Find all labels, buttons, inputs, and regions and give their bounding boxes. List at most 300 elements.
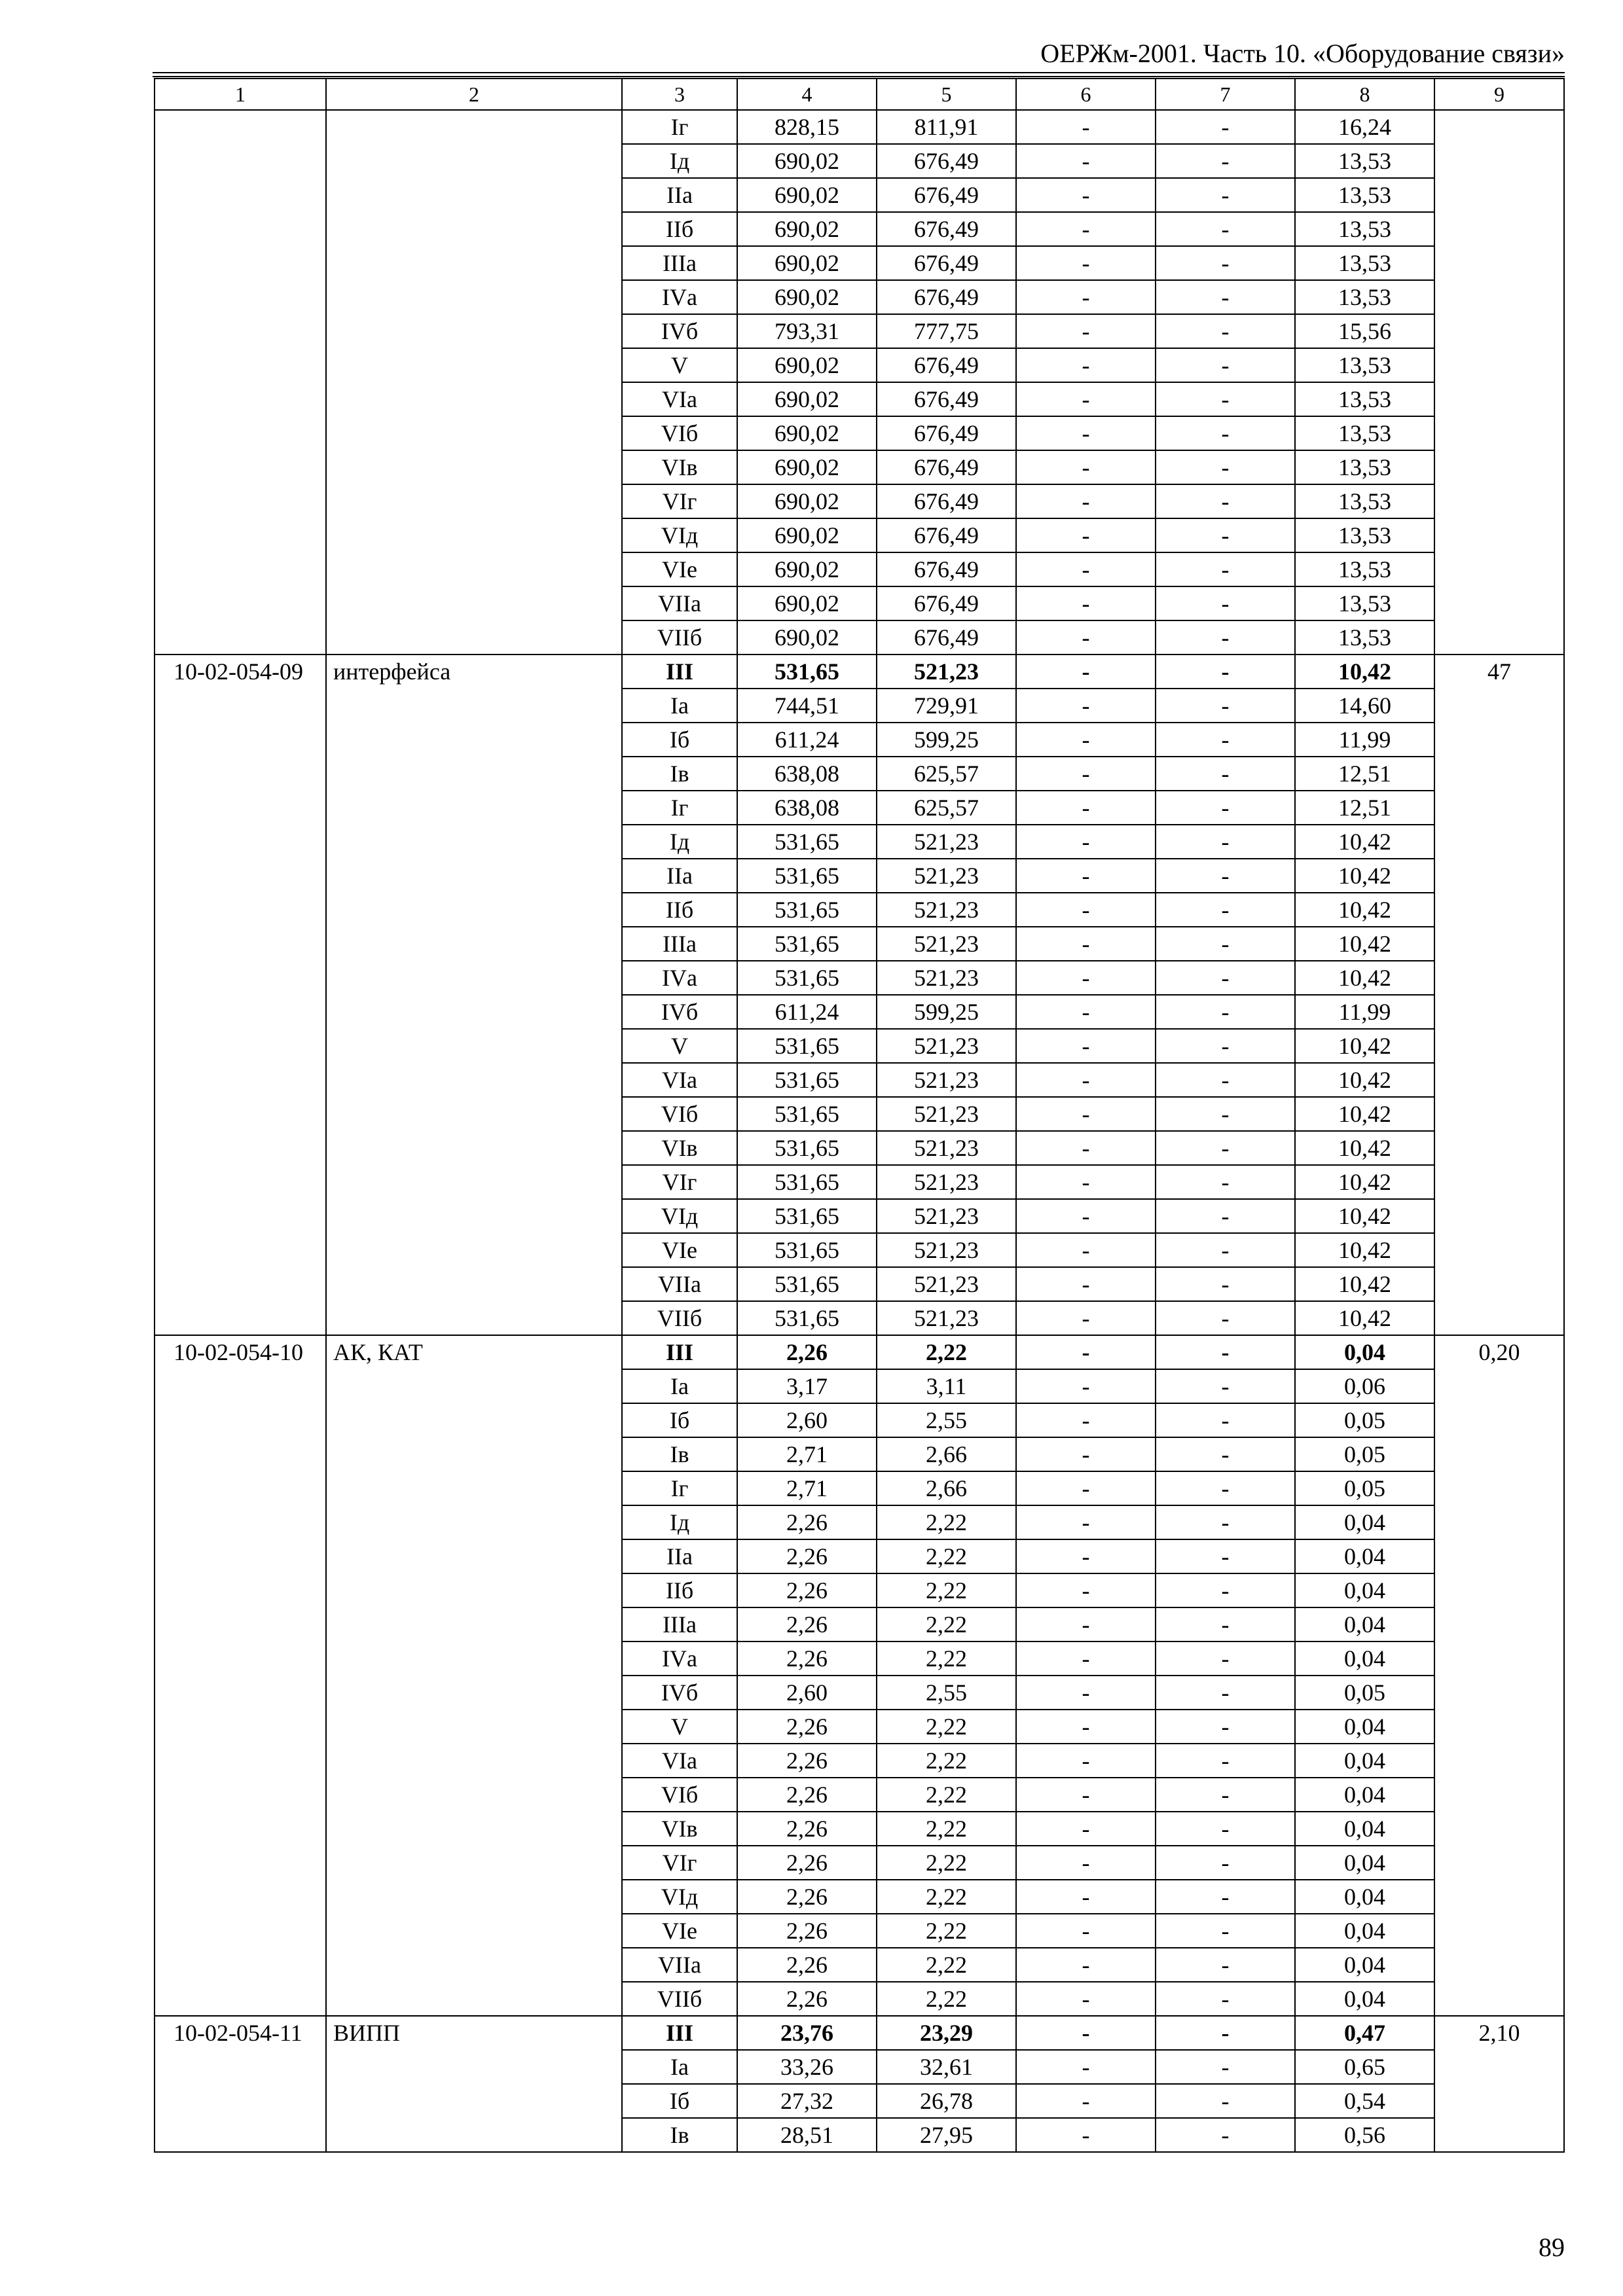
value-cell-4: 690,02: [737, 450, 877, 484]
value-cell-4: 611,24: [737, 995, 877, 1029]
item-value9-cell: 0,20: [1434, 1335, 1564, 2016]
value-cell-4: 2,26: [737, 1948, 877, 1982]
value-cell-8: 10,42: [1295, 1165, 1434, 1199]
value-cell-6: -: [1016, 2016, 1156, 2050]
zone-cell: IIа: [622, 859, 737, 893]
value-cell-4: 690,02: [737, 416, 877, 450]
zone-cell: IVа: [622, 961, 737, 995]
value-cell-6: -: [1016, 1029, 1156, 1063]
zone-cell: Iг: [622, 1471, 737, 1505]
value-cell-7: -: [1156, 1710, 1295, 1744]
value-cell-4: 2,26: [737, 1641, 877, 1676]
zone-cell: VIIа: [622, 1948, 737, 1982]
page-number: 89: [1539, 2233, 1565, 2262]
item-value9-cell: 2,10: [1434, 2016, 1564, 2152]
value-cell-7: -: [1156, 1199, 1295, 1233]
value-cell-8: 10,42: [1295, 655, 1434, 689]
value-cell-4: 2,26: [737, 1914, 877, 1948]
value-cell-6: -: [1016, 689, 1156, 723]
value-cell-4: 531,65: [737, 961, 877, 995]
value-cell-7: -: [1156, 1267, 1295, 1301]
value-cell-5: 676,49: [877, 484, 1016, 518]
zone-cell: VIб: [622, 1097, 737, 1131]
value-cell-8: 0,56: [1295, 2118, 1434, 2152]
value-cell-4: 2,26: [737, 1812, 877, 1846]
value-cell-8: 13,53: [1295, 348, 1434, 382]
value-cell-5: 521,23: [877, 1165, 1016, 1199]
value-cell-4: 2,60: [737, 1403, 877, 1437]
value-cell-4: 33,26: [737, 2050, 877, 2084]
value-cell-8: 13,53: [1295, 450, 1434, 484]
value-cell-6: -: [1016, 416, 1156, 450]
zone-cell: III: [622, 2016, 737, 2050]
value-cell-8: 13,53: [1295, 178, 1434, 212]
value-cell-6: -: [1016, 620, 1156, 655]
value-cell-7: -: [1156, 1131, 1295, 1165]
value-cell-7: -: [1156, 314, 1295, 348]
value-cell-5: 2,22: [877, 1846, 1016, 1880]
value-cell-6: -: [1016, 1846, 1156, 1880]
value-cell-6: -: [1016, 927, 1156, 961]
value-cell-4: 531,65: [737, 1165, 877, 1199]
value-cell-4: 744,51: [737, 689, 877, 723]
value-cell-8: 0,06: [1295, 1369, 1434, 1403]
value-cell-7: -: [1156, 1437, 1295, 1471]
value-cell-8: 0,04: [1295, 1948, 1434, 1982]
value-cell-8: 10,42: [1295, 825, 1434, 859]
value-cell-7: -: [1156, 1744, 1295, 1778]
value-cell-6: -: [1016, 1778, 1156, 1812]
value-cell-7: -: [1156, 1880, 1295, 1914]
value-cell-5: 27,95: [877, 2118, 1016, 2152]
value-cell-4: 690,02: [737, 144, 877, 178]
value-cell-6: -: [1016, 1471, 1156, 1505]
value-cell-6: -: [1016, 723, 1156, 757]
value-cell-4: 27,32: [737, 2084, 877, 2118]
value-cell-5: 2,22: [877, 1539, 1016, 1573]
value-cell-6: -: [1016, 280, 1156, 314]
header-rule-bottom: [153, 76, 1565, 77]
column-number: 6: [1016, 79, 1156, 110]
value-cell-5: 521,23: [877, 961, 1016, 995]
value-cell-7: -: [1156, 1607, 1295, 1641]
zone-cell: VIа: [622, 1063, 737, 1097]
value-cell-5: 23,29: [877, 2016, 1016, 2050]
value-cell-7: -: [1156, 927, 1295, 961]
value-cell-5: 2,55: [877, 1403, 1016, 1437]
value-cell-4: 2,26: [737, 1846, 877, 1880]
value-cell-8: 0,04: [1295, 1982, 1434, 2016]
value-cell-4: 690,02: [737, 212, 877, 246]
value-cell-6: -: [1016, 1607, 1156, 1641]
value-cell-6: -: [1016, 1573, 1156, 1607]
value-cell-5: 521,23: [877, 859, 1016, 893]
zone-cell: VIд: [622, 1880, 737, 1914]
zone-cell: Iб: [622, 2084, 737, 2118]
value-cell-4: 690,02: [737, 280, 877, 314]
item-name-cell: ВИПП: [326, 2016, 622, 2152]
zone-cell: VIв: [622, 1131, 737, 1165]
value-cell-7: -: [1156, 1301, 1295, 1335]
value-cell-4: 531,65: [737, 927, 877, 961]
value-cell-8: 13,53: [1295, 246, 1434, 280]
zone-cell: IVб: [622, 1676, 737, 1710]
value-cell-4: 531,65: [737, 1131, 877, 1165]
price-table: [154, 78, 1565, 2153]
value-cell-7: -: [1156, 1573, 1295, 1607]
value-cell-8: 0,65: [1295, 2050, 1434, 2084]
zone-cell: IVб: [622, 995, 737, 1029]
zone-cell: VIб: [622, 1778, 737, 1812]
value-cell-6: -: [1016, 2050, 1156, 2084]
value-cell-6: -: [1016, 2118, 1156, 2152]
value-cell-6: -: [1016, 1369, 1156, 1403]
value-cell-6: -: [1016, 1199, 1156, 1233]
value-cell-8: 10,42: [1295, 859, 1434, 893]
value-cell-8: 0,54: [1295, 2084, 1434, 2118]
value-cell-4: 638,08: [737, 791, 877, 825]
zone-cell: Iа: [622, 1369, 737, 1403]
page-header: ОЕРЖм-2001. Часть 10. «Оборудование связи»: [1040, 39, 1565, 68]
value-cell-4: 638,08: [737, 757, 877, 791]
value-cell-7: -: [1156, 961, 1295, 995]
value-cell-5: 521,23: [877, 927, 1016, 961]
value-cell-7: -: [1156, 620, 1295, 655]
value-cell-4: 23,76: [737, 2016, 877, 2050]
value-cell-7: -: [1156, 1403, 1295, 1437]
value-cell-5: 676,49: [877, 280, 1016, 314]
value-cell-7: -: [1156, 2084, 1295, 2118]
value-cell-8: 10,42: [1295, 1097, 1434, 1131]
zone-cell: III: [622, 655, 737, 689]
value-cell-8: 14,60: [1295, 689, 1434, 723]
value-cell-7: -: [1156, 348, 1295, 382]
zone-cell: VIIб: [622, 620, 737, 655]
value-cell-8: 13,53: [1295, 280, 1434, 314]
value-cell-5: 2,22: [877, 1607, 1016, 1641]
table-body: [155, 79, 1564, 2152]
value-cell-5: 521,23: [877, 1233, 1016, 1267]
value-cell-8: 0,04: [1295, 1641, 1434, 1676]
zone-cell: VIд: [622, 1199, 737, 1233]
value-cell-5: 2,22: [877, 1573, 1016, 1607]
value-cell-4: 690,02: [737, 620, 877, 655]
value-cell-5: 625,57: [877, 791, 1016, 825]
value-cell-7: -: [1156, 416, 1295, 450]
value-cell-8: 13,53: [1295, 484, 1434, 518]
value-cell-8: 10,42: [1295, 1199, 1434, 1233]
value-cell-5: 2,22: [877, 1880, 1016, 1914]
value-cell-4: 3,17: [737, 1369, 877, 1403]
zone-cell: IIIа: [622, 246, 737, 280]
value-cell-8: 0,05: [1295, 1437, 1434, 1471]
zone-cell: IVб: [622, 314, 737, 348]
value-cell-8: 16,24: [1295, 110, 1434, 144]
zone-cell: Iв: [622, 2118, 737, 2152]
value-cell-5: 676,49: [877, 518, 1016, 552]
value-cell-7: -: [1156, 382, 1295, 416]
value-cell-7: -: [1156, 1097, 1295, 1131]
value-cell-7: -: [1156, 144, 1295, 178]
column-number-row: [155, 79, 1564, 110]
value-cell-8: 13,53: [1295, 620, 1434, 655]
value-cell-5: 676,49: [877, 382, 1016, 416]
value-cell-7: -: [1156, 1676, 1295, 1710]
value-cell-6: -: [1016, 348, 1156, 382]
value-cell-4: 690,02: [737, 552, 877, 586]
value-cell-4: 531,65: [737, 1029, 877, 1063]
value-cell-8: 10,42: [1295, 1131, 1434, 1165]
value-cell-6: -: [1016, 1063, 1156, 1097]
value-cell-7: -: [1156, 723, 1295, 757]
value-cell-6: -: [1016, 1539, 1156, 1573]
value-cell-6: -: [1016, 1097, 1156, 1131]
value-cell-8: 0,04: [1295, 1505, 1434, 1539]
value-cell-5: 676,49: [877, 620, 1016, 655]
value-cell-7: -: [1156, 450, 1295, 484]
value-cell-4: 793,31: [737, 314, 877, 348]
value-cell-4: 531,65: [737, 1063, 877, 1097]
value-cell-5: 521,23: [877, 825, 1016, 859]
value-cell-8: 13,53: [1295, 382, 1434, 416]
zone-cell: IVа: [622, 1641, 737, 1676]
item-name-cell: АК, КАТ: [326, 1335, 622, 2016]
column-number: 3: [622, 79, 737, 110]
value-cell-7: -: [1156, 212, 1295, 246]
zone-cell: Iб: [622, 723, 737, 757]
value-cell-4: 690,02: [737, 246, 877, 280]
value-cell-5: 2,55: [877, 1676, 1016, 1710]
value-cell-5: 2,22: [877, 1744, 1016, 1778]
value-cell-5: 676,49: [877, 178, 1016, 212]
value-cell-7: -: [1156, 484, 1295, 518]
value-cell-5: 599,25: [877, 723, 1016, 757]
value-cell-5: 2,22: [877, 1710, 1016, 1744]
value-cell-7: -: [1156, 2050, 1295, 2084]
zone-cell: VIг: [622, 484, 737, 518]
table-row: [155, 1335, 1564, 1369]
value-cell-8: 0,04: [1295, 1539, 1434, 1573]
zone-cell: VIIа: [622, 586, 737, 620]
column-number: 7: [1156, 79, 1295, 110]
value-cell-4: 690,02: [737, 518, 877, 552]
value-cell-8: 10,42: [1295, 893, 1434, 927]
value-cell-8: 15,56: [1295, 314, 1434, 348]
value-cell-6: -: [1016, 178, 1156, 212]
value-cell-7: -: [1156, 280, 1295, 314]
value-cell-6: -: [1016, 314, 1156, 348]
value-cell-4: 2,26: [737, 1982, 877, 2016]
value-cell-7: -: [1156, 1641, 1295, 1676]
zone-cell: VIв: [622, 1812, 737, 1846]
value-cell-5: 521,23: [877, 1131, 1016, 1165]
value-cell-7: -: [1156, 1914, 1295, 1948]
value-cell-4: 531,65: [737, 859, 877, 893]
value-cell-4: 531,65: [737, 1097, 877, 1131]
value-cell-6: -: [1016, 893, 1156, 927]
zone-cell: Iа: [622, 689, 737, 723]
value-cell-5: 521,23: [877, 1267, 1016, 1301]
value-cell-7: -: [1156, 689, 1295, 723]
value-cell-7: -: [1156, 1948, 1295, 1982]
value-cell-6: -: [1016, 450, 1156, 484]
value-cell-6: -: [1016, 110, 1156, 144]
value-cell-7: -: [1156, 1539, 1295, 1573]
value-cell-5: 676,49: [877, 552, 1016, 586]
value-cell-5: 2,22: [877, 1914, 1016, 1948]
value-cell-6: -: [1016, 791, 1156, 825]
value-cell-7: -: [1156, 1778, 1295, 1812]
zone-cell: VIIа: [622, 1267, 737, 1301]
zone-cell: VIе: [622, 1233, 737, 1267]
table-row: [155, 2016, 1564, 2050]
value-cell-4: 531,65: [737, 893, 877, 927]
zone-cell: IIIа: [622, 927, 737, 961]
zone-cell: Iа: [622, 2050, 737, 2084]
item-value9-cell: 47: [1434, 655, 1564, 1335]
value-cell-7: -: [1156, 2016, 1295, 2050]
value-cell-4: 28,51: [737, 2118, 877, 2152]
value-cell-7: -: [1156, 1505, 1295, 1539]
item-name-cell: [326, 110, 622, 655]
value-cell-5: 599,25: [877, 995, 1016, 1029]
value-cell-4: 531,65: [737, 1301, 877, 1335]
value-cell-6: -: [1016, 859, 1156, 893]
value-cell-8: 0,04: [1295, 1778, 1434, 1812]
value-cell-8: 10,42: [1295, 927, 1434, 961]
value-cell-5: 811,91: [877, 110, 1016, 144]
value-cell-5: 32,61: [877, 2050, 1016, 2084]
value-cell-6: -: [1016, 1165, 1156, 1199]
zone-cell: Iв: [622, 757, 737, 791]
value-cell-7: -: [1156, 1165, 1295, 1199]
value-cell-7: -: [1156, 757, 1295, 791]
value-cell-5: 2,66: [877, 1437, 1016, 1471]
zone-cell: Iд: [622, 1505, 737, 1539]
value-cell-6: -: [1016, 655, 1156, 689]
value-cell-5: 521,23: [877, 655, 1016, 689]
zone-cell: VIд: [622, 518, 737, 552]
zone-cell: VIе: [622, 1914, 737, 1948]
value-cell-8: 13,53: [1295, 144, 1434, 178]
table-row: [155, 655, 1564, 689]
value-cell-4: 2,60: [737, 1676, 877, 1710]
value-cell-4: 531,65: [737, 825, 877, 859]
table-row: [155, 110, 1564, 144]
value-cell-6: -: [1016, 1914, 1156, 1948]
value-cell-5: 521,23: [877, 1029, 1016, 1063]
value-cell-4: 2,26: [737, 1710, 877, 1744]
zone-cell: IIа: [622, 178, 737, 212]
zone-cell: IIа: [622, 1539, 737, 1573]
value-cell-5: 676,49: [877, 450, 1016, 484]
value-cell-8: 0,04: [1295, 1812, 1434, 1846]
value-cell-4: 531,65: [737, 1233, 877, 1267]
value-cell-6: -: [1016, 1641, 1156, 1676]
value-cell-5: 676,49: [877, 144, 1016, 178]
value-cell-5: 521,23: [877, 1063, 1016, 1097]
value-cell-8: 10,42: [1295, 961, 1434, 995]
zone-cell: VIIб: [622, 1982, 737, 2016]
value-cell-6: -: [1016, 757, 1156, 791]
value-cell-8: 11,99: [1295, 995, 1434, 1029]
column-number: 9: [1434, 79, 1564, 110]
value-cell-5: 2,22: [877, 1335, 1016, 1369]
value-cell-6: -: [1016, 1267, 1156, 1301]
zone-cell: Iд: [622, 825, 737, 859]
value-cell-7: -: [1156, 246, 1295, 280]
value-cell-7: -: [1156, 518, 1295, 552]
value-cell-4: 2,71: [737, 1471, 877, 1505]
value-cell-4: 611,24: [737, 723, 877, 757]
value-cell-5: 521,23: [877, 1199, 1016, 1233]
value-cell-4: 2,26: [737, 1335, 877, 1369]
value-cell-8: 13,53: [1295, 552, 1434, 586]
value-cell-5: 676,49: [877, 212, 1016, 246]
value-cell-8: 12,51: [1295, 757, 1434, 791]
value-cell-8: 0,04: [1295, 1880, 1434, 1914]
zone-cell: V: [622, 1029, 737, 1063]
value-cell-6: -: [1016, 144, 1156, 178]
value-cell-5: 2,22: [877, 1778, 1016, 1812]
value-cell-7: -: [1156, 178, 1295, 212]
value-cell-6: -: [1016, 1301, 1156, 1335]
value-cell-6: -: [1016, 484, 1156, 518]
zone-cell: VIе: [622, 552, 737, 586]
value-cell-7: -: [1156, 1846, 1295, 1880]
value-cell-8: 0,05: [1295, 1403, 1434, 1437]
value-cell-6: -: [1016, 382, 1156, 416]
value-cell-4: 2,26: [737, 1607, 877, 1641]
value-cell-6: -: [1016, 1676, 1156, 1710]
value-cell-8: 13,53: [1295, 416, 1434, 450]
value-cell-4: 690,02: [737, 484, 877, 518]
value-cell-4: 2,26: [737, 1505, 877, 1539]
column-number: 4: [737, 79, 877, 110]
zone-cell: Iб: [622, 1403, 737, 1437]
value-cell-5: 521,23: [877, 1301, 1016, 1335]
value-cell-5: 2,22: [877, 1641, 1016, 1676]
value-cell-6: -: [1016, 995, 1156, 1029]
value-cell-8: 0,05: [1295, 1676, 1434, 1710]
item-value9-cell: [1434, 110, 1564, 655]
value-cell-8: 13,53: [1295, 518, 1434, 552]
value-cell-4: 690,02: [737, 586, 877, 620]
zone-cell: IIб: [622, 1573, 737, 1607]
value-cell-5: 26,78: [877, 2084, 1016, 2118]
value-cell-7: -: [1156, 893, 1295, 927]
value-cell-5: 3,11: [877, 1369, 1016, 1403]
value-cell-4: 690,02: [737, 382, 877, 416]
value-cell-6: -: [1016, 1335, 1156, 1369]
value-cell-7: -: [1156, 1471, 1295, 1505]
value-cell-7: -: [1156, 825, 1295, 859]
value-cell-7: -: [1156, 655, 1295, 689]
value-cell-4: 2,71: [737, 1437, 877, 1471]
value-cell-7: -: [1156, 586, 1295, 620]
value-cell-5: 2,22: [877, 1948, 1016, 1982]
value-cell-7: -: [1156, 1812, 1295, 1846]
zone-cell: IVа: [622, 280, 737, 314]
value-cell-7: -: [1156, 1233, 1295, 1267]
zone-cell: III: [622, 1335, 737, 1369]
value-cell-6: -: [1016, 1710, 1156, 1744]
column-number: 5: [877, 79, 1016, 110]
value-cell-8: 10,42: [1295, 1029, 1434, 1063]
value-cell-5: 676,49: [877, 246, 1016, 280]
value-cell-4: 531,65: [737, 1199, 877, 1233]
item-code-cell: 10-02-054-09: [155, 655, 326, 1335]
